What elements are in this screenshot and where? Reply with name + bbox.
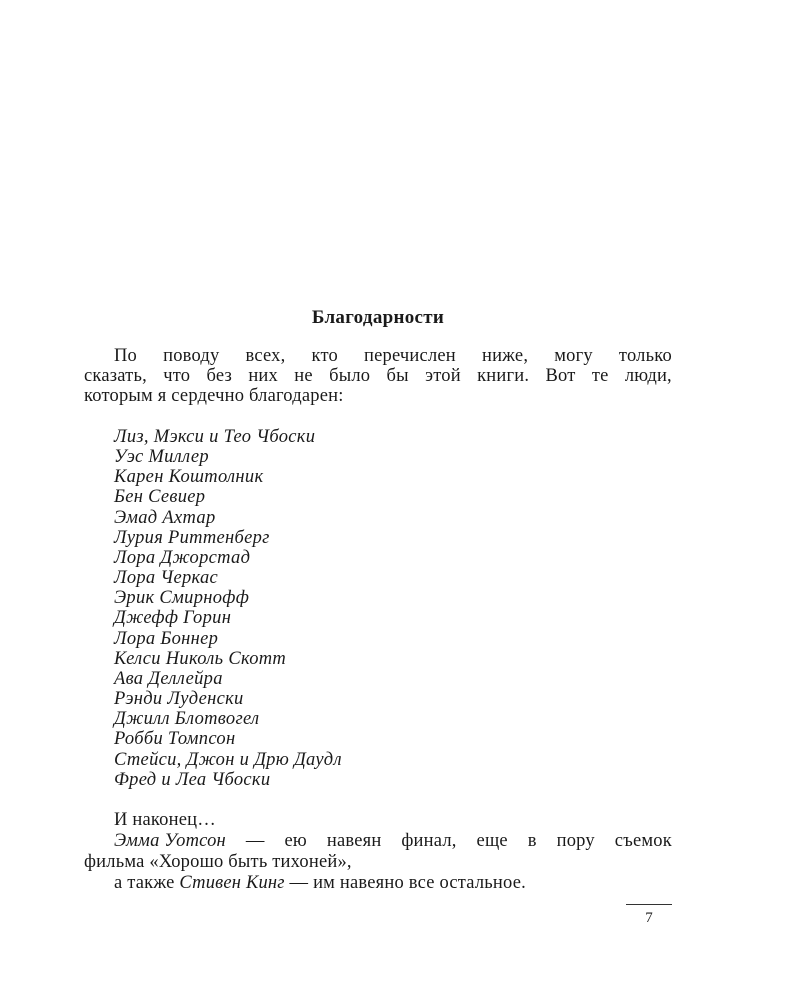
- closing-word: —: [245, 831, 265, 851]
- closing-lead: И наконец…: [114, 810, 216, 830]
- closing-emma-line: [84, 831, 672, 852]
- intro-paragraph: [84, 346, 672, 406]
- intro-word: было: [329, 366, 371, 386]
- closing-paragraph: [84, 810, 672, 894]
- intro-word: кто: [311, 346, 338, 366]
- king-prefix: а также: [114, 873, 175, 893]
- intro-word: только: [618, 346, 672, 366]
- list-item: Эрик Смирнофф: [114, 588, 250, 609]
- page-number-rule: [626, 904, 672, 905]
- closing-word: пору: [556, 831, 595, 851]
- list-item: Рэнди Луденски: [114, 689, 244, 710]
- list-item: Лиз, Мэкси и Тео Чбоски: [114, 427, 316, 447]
- list-item: Келси Николь Скотт: [114, 648, 287, 669]
- closing-film-line: фильма «Хорошо быть тихоней»,: [84, 852, 352, 872]
- king-rest: — им навеяно все остальное.: [289, 873, 526, 893]
- intro-word: всех,: [245, 346, 286, 366]
- list-item: Лурия Риттенберг: [114, 527, 270, 548]
- list-item: Уэс Миллер: [114, 447, 209, 468]
- list-item: Стейси, Джон и Дрю Даудл: [114, 749, 342, 770]
- intro-word: не: [294, 366, 313, 386]
- list-item: Бен Севиер: [114, 487, 206, 508]
- king-name: Стивен Кинг: [179, 873, 285, 893]
- list-item: Лора Боннер: [114, 628, 219, 649]
- list-item: Ава Деллейра: [114, 668, 223, 689]
- list-item: Джефф Горин: [114, 608, 232, 629]
- closing-word: в: [527, 831, 537, 851]
- intro-word: те: [591, 366, 609, 386]
- intro-word: перечислен: [364, 346, 456, 366]
- list-item: Лора Черкас: [114, 568, 219, 589]
- list-item: Фред и Леа Чбоски: [114, 769, 271, 790]
- list-item: Джилл Блотвогел: [114, 709, 260, 730]
- intro-word: этой: [425, 366, 461, 386]
- acknowledged-names-list: [114, 427, 342, 790]
- intro-word: без: [206, 366, 233, 386]
- page-number: 7: [645, 910, 653, 926]
- intro-line-2: [84, 366, 672, 386]
- closing-word: еще: [476, 831, 508, 851]
- list-item: Карен Коштолник: [114, 467, 264, 488]
- closing-word: съемок: [614, 831, 672, 851]
- intro-line-3: которым я сердечно благодарен:: [84, 386, 344, 406]
- list-item: Лора Джорстад: [114, 547, 251, 568]
- intro-word: По: [114, 346, 138, 366]
- intro-line-1: [84, 346, 672, 366]
- list-item: Эмад Ахтар: [114, 507, 216, 528]
- closing-word: ею: [284, 831, 307, 851]
- intro-word: сказать,: [84, 366, 147, 386]
- intro-word: Вот: [545, 366, 576, 386]
- intro-word: люди,: [624, 366, 672, 386]
- intro-word: них: [248, 366, 278, 386]
- closing-word: финал,: [401, 831, 457, 851]
- closing-king-line: [84, 873, 672, 894]
- intro-word: книги.: [477, 366, 530, 386]
- page-title: Благодарности: [311, 307, 445, 328]
- intro-word: поводу: [163, 346, 220, 366]
- intro-word: бы: [386, 366, 409, 386]
- emma-name: Эмма Уотсон: [114, 831, 226, 851]
- intro-word: ниже,: [481, 346, 529, 366]
- intro-word: могу: [554, 346, 593, 366]
- list-item: Робби Томпсон: [114, 729, 236, 750]
- closing-word: навеян: [326, 831, 382, 851]
- intro-word: что: [163, 366, 191, 386]
